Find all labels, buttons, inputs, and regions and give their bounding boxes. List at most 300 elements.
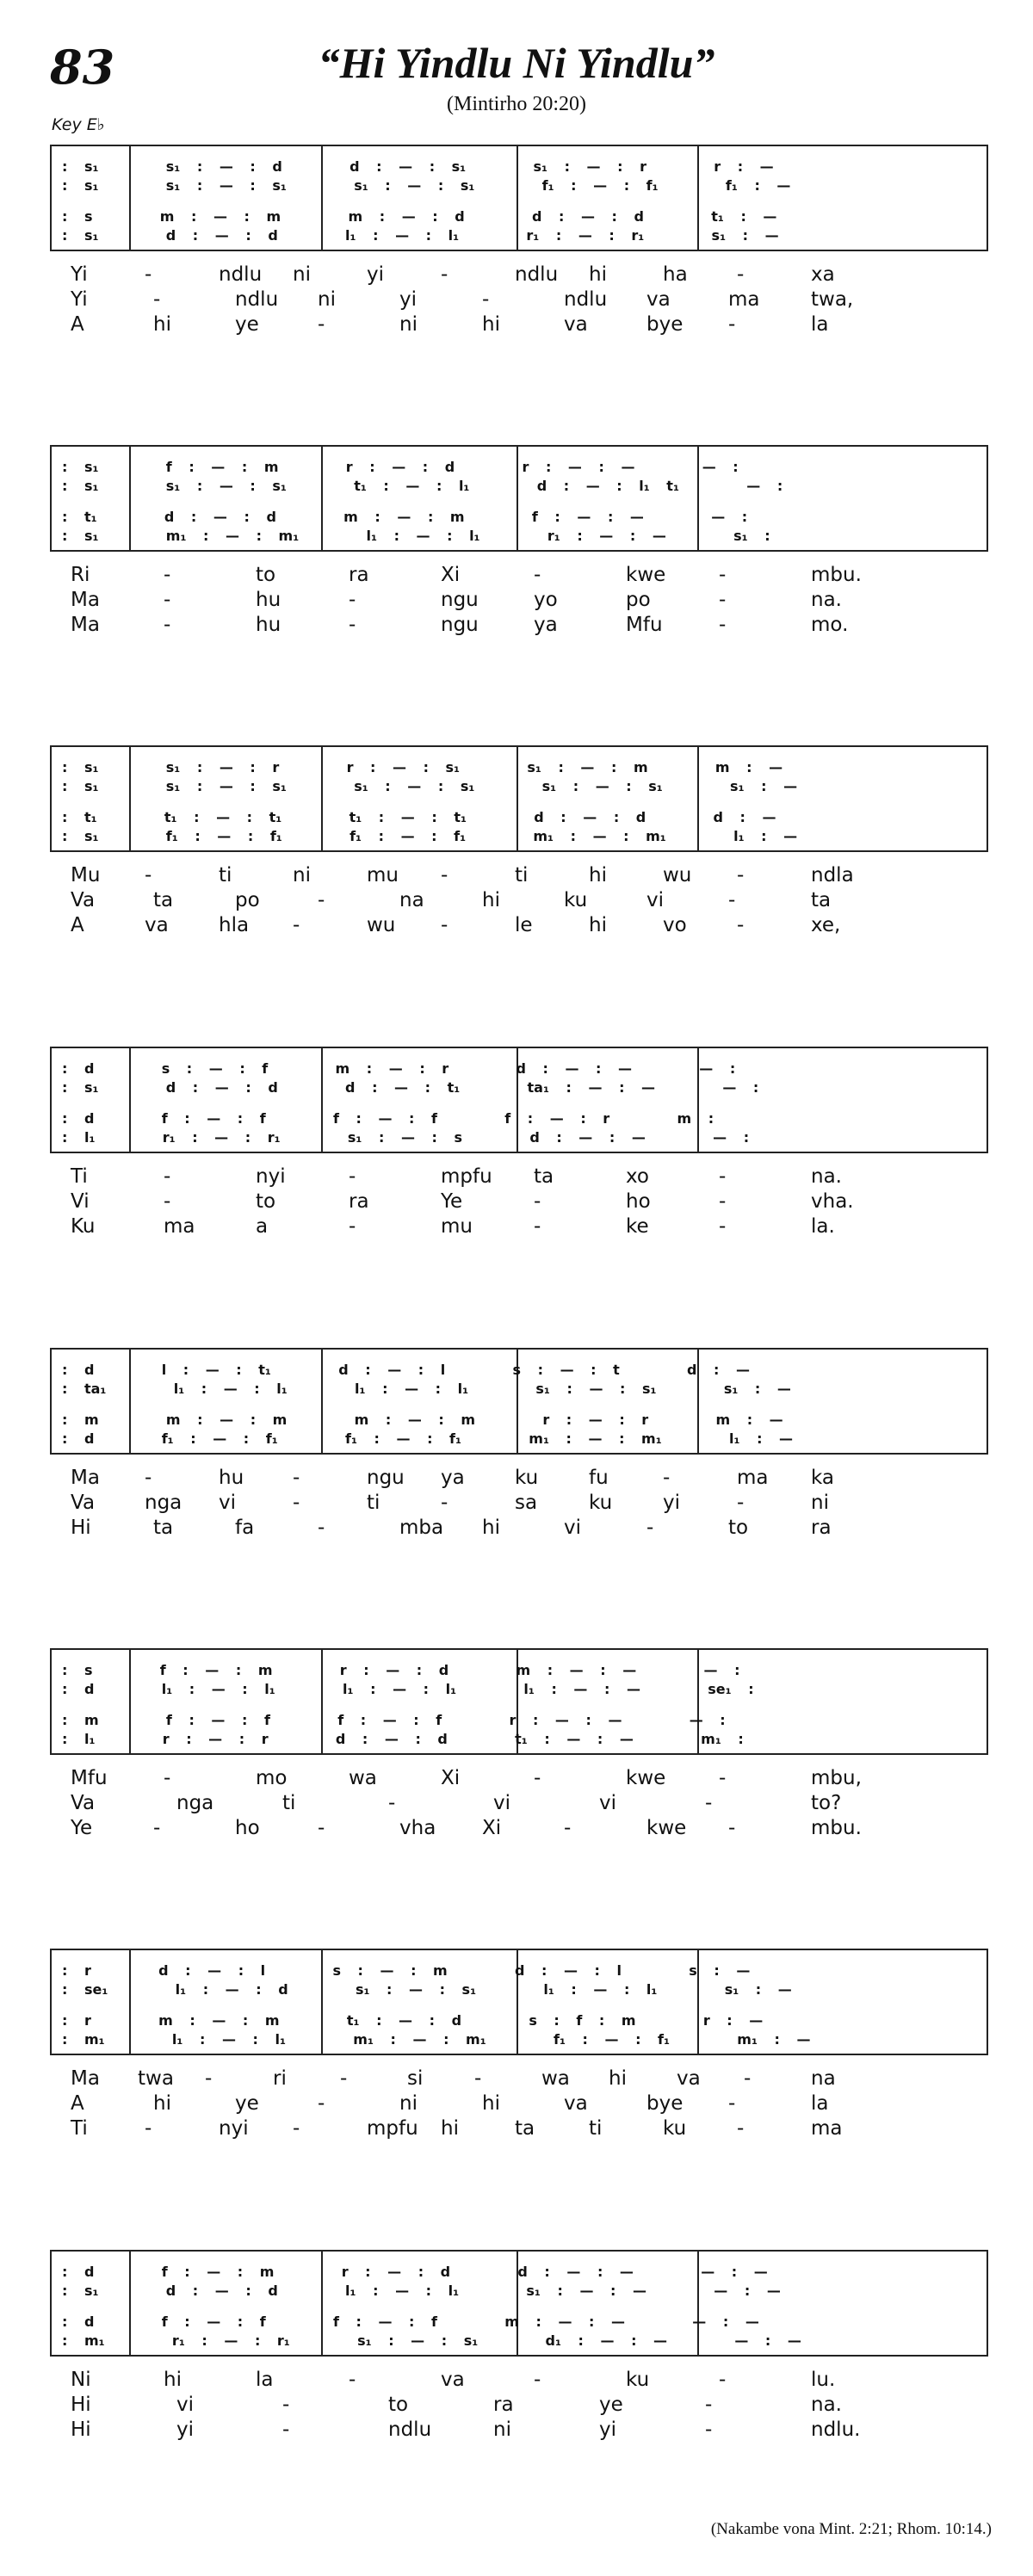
- lyric-syllable: A: [71, 2092, 84, 2115]
- lyric-syllable: vo: [663, 914, 687, 936]
- lyric-verse-line: [50, 1190, 988, 1215]
- lyric-verse-line: [50, 1817, 988, 1842]
- lyric-syllable: yi: [599, 2418, 617, 2441]
- lyric-syllable: mbu,: [811, 1767, 862, 1789]
- lyric-syllable: sa: [515, 1492, 538, 1514]
- lyric-syllable: ma: [811, 2117, 843, 2140]
- lyric-syllable: na: [811, 2067, 836, 2090]
- lyric-syllable: Ni: [71, 2369, 91, 2391]
- lyric-syllable: A: [71, 914, 84, 936]
- lyric-syllable: va: [441, 2369, 465, 2391]
- lyric-syllable: ti: [367, 1492, 380, 1514]
- lyric-syllable: bye: [646, 2092, 684, 2115]
- lyric-syllable: ye: [235, 313, 259, 336]
- lyric-syllable: le: [515, 914, 533, 936]
- lyric-syllable: Ma: [71, 614, 100, 636]
- lyric-syllable: ma: [164, 1215, 195, 1238]
- lyric-syllable: po: [235, 889, 260, 911]
- lyric-syllable: ku: [589, 1492, 613, 1514]
- lyric-syllable: ni: [293, 864, 311, 886]
- lyric-syllable: ndlu.: [811, 2418, 861, 2441]
- solfa-notes: : d f₁ : — : f₁ f₁ : — : f₁ m₁ : — : m₁ l₁ : —: [62, 1430, 794, 1447]
- lyric-syllable: ni: [293, 263, 311, 286]
- solfa-notes: : ta₁ l₁ : — : l₁ l₁ : — : l₁ s₁ : — : s₁ s₁ : —: [62, 1381, 791, 1397]
- solfa-notes: : s f : — : m r : — : d m : — : — — :: [62, 1662, 740, 1678]
- lyrics-block: [50, 2369, 988, 2465]
- lyric-syllable: ma: [737, 1467, 769, 1489]
- lyric-syllable: yi: [367, 263, 385, 286]
- lyric-syllable: ngu: [367, 1467, 405, 1489]
- solfa-notes: : s₁ s₁ : — : s₁ t₁ : — : l₁ d : — : l₁ t₁ — :: [62, 478, 783, 494]
- lyric-verse-line: [50, 1215, 988, 1240]
- lyric-verse-line: [50, 2418, 988, 2443]
- lyric-syllable: po: [626, 589, 651, 611]
- lyric-syllable: ndlu: [388, 2418, 432, 2441]
- lyric-syllable: to: [256, 564, 276, 586]
- lyric-syllable: vha.: [811, 1190, 854, 1213]
- lyric-syllable: ra: [349, 564, 369, 586]
- lyric-verse-line: [50, 1767, 988, 1792]
- lyric-syllable: xo: [626, 1165, 649, 1188]
- solfa-notes: : t₁ t₁ : — : t₁ t₁ : — : t₁ d : — : d d : —: [62, 809, 776, 825]
- lyric-syllable: -: [728, 1817, 736, 1839]
- lyric-syllable: -: [534, 564, 541, 586]
- lyric-syllable: ni: [399, 313, 418, 336]
- scripture-reference: (Mintirho 20:20): [447, 93, 586, 115]
- solfa-notes: : r m : — : m t₁ : — : d s : f : m r : —: [62, 2012, 764, 2029]
- lyric-syllable: vi: [564, 1517, 582, 1539]
- lyric-syllable: -: [205, 2067, 213, 2090]
- staff-box: [50, 2250, 988, 2357]
- lyric-syllable: ta: [153, 1517, 174, 1539]
- lyric-syllable: -: [164, 614, 171, 636]
- lyric-syllable: ri: [273, 2067, 287, 2090]
- lyric-syllable: hu: [256, 614, 281, 636]
- lyric-syllable: -: [719, 1767, 727, 1789]
- lyric-syllable: ta: [515, 2117, 535, 2140]
- score-system: [50, 445, 988, 660]
- lyric-syllable: ni: [318, 288, 336, 311]
- lyric-syllable: ndlu: [219, 263, 263, 286]
- lyric-syllable: ngu: [441, 589, 479, 611]
- staff-box: [50, 1047, 988, 1153]
- lyric-syllable: -: [293, 914, 300, 936]
- lyric-syllable: xa: [811, 263, 835, 286]
- lyric-syllable: -: [293, 2117, 300, 2140]
- lyric-syllable: -: [164, 564, 171, 586]
- lyric-syllable: -: [737, 1492, 745, 1514]
- lyric-syllable: -: [340, 2067, 348, 2090]
- solfa-notes: : s₁ s₁ : — : s₁ s₁ : — : s₁ f₁ : — : f₁ f₁ : —: [62, 177, 791, 194]
- lyric-syllable: ndlu: [564, 288, 608, 311]
- score-system: [50, 1047, 988, 1262]
- lyric-syllable: yo: [534, 589, 558, 611]
- lyric-syllable: Ti: [71, 1165, 88, 1188]
- solfa-notes: : l₁ r : — : r d : — : d t₁ : — : — m₁ :: [62, 1731, 744, 1747]
- lyric-syllable: va: [646, 288, 671, 311]
- lyric-syllable: nyi: [256, 1165, 286, 1188]
- lyric-syllable: vi: [493, 1792, 511, 1814]
- lyric-syllable: -: [705, 1792, 713, 1814]
- lyric-syllable: hi: [482, 889, 500, 911]
- solfa-notes: : m₁ l₁ : — : l₁ m₁ : — : m₁ f₁ : — : f₁ m₁ : —: [62, 2031, 811, 2048]
- lyric-syllable: ndlu: [235, 288, 279, 311]
- lyric-syllable: va: [677, 2067, 701, 2090]
- lyric-syllable: mu: [441, 1215, 473, 1238]
- lyric-verse-line: [50, 2394, 988, 2418]
- lyric-syllable: Hi: [71, 2418, 91, 2441]
- score-system: [50, 145, 988, 360]
- lyric-syllable: Yi: [71, 288, 88, 311]
- lyric-syllable: -: [318, 1817, 325, 1839]
- lyric-syllable: -: [349, 614, 356, 636]
- lyric-syllable: ndlu: [515, 263, 559, 286]
- solfa-notes: : m f : — : f f : — : f r : — : — — :: [62, 1712, 726, 1728]
- lyric-syllable: -: [719, 1190, 727, 1213]
- solfa-notes: : s₁ d : — : d d : — : t₁ ta₁ : — : — — :: [62, 1079, 759, 1096]
- lyric-verse-line: [50, 1792, 988, 1817]
- solfa-notes: : se₁ l₁ : — : d s₁ : — : s₁ l₁ : — : l₁ s₁ : —: [62, 1981, 792, 1998]
- lyric-syllable: Va: [71, 1792, 96, 1814]
- lyric-syllable: -: [153, 1817, 161, 1839]
- lyric-syllable: -: [349, 1215, 356, 1238]
- lyric-syllable: kwe: [626, 1767, 666, 1789]
- lyric-syllable: hi: [482, 313, 500, 336]
- lyric-syllable: a: [256, 1215, 269, 1238]
- lyric-syllable: -: [153, 288, 161, 311]
- lyric-syllable: wa: [349, 1767, 377, 1789]
- lyric-syllable: -: [646, 1517, 654, 1539]
- solfa-notes: : l₁ r₁ : — : r₁ s₁ : — : s d : — : — — :: [62, 1129, 750, 1146]
- lyric-syllable: -: [293, 1492, 300, 1514]
- lyric-syllable: ha: [663, 263, 688, 286]
- lyric-syllable: to?: [811, 1792, 842, 1814]
- solfa-notes: : s m : — : m m : — : d d : — : d t₁ : —: [62, 208, 777, 225]
- lyric-verse-line: [50, 263, 988, 288]
- lyric-syllable: ta: [153, 889, 174, 911]
- lyric-syllable: -: [719, 564, 727, 586]
- lyrics-block: [50, 564, 988, 660]
- lyric-syllable: ti: [282, 1792, 296, 1814]
- lyric-syllable: ni: [811, 1492, 829, 1514]
- lyric-verse-line: [50, 2369, 988, 2394]
- lyrics-block: [50, 2067, 988, 2164]
- lyric-syllable: -: [164, 1165, 171, 1188]
- lyric-syllable: -: [282, 2394, 290, 2416]
- lyric-syllable: hi: [589, 914, 607, 936]
- lyric-syllable: -: [282, 2418, 290, 2441]
- lyric-syllable: Ri: [71, 564, 90, 586]
- staff-box: [50, 145, 988, 251]
- lyric-syllable: Mfu: [626, 614, 663, 636]
- lyric-syllable: twa,: [811, 288, 854, 311]
- lyric-verse-line: [50, 864, 988, 889]
- lyric-syllable: fu: [589, 1467, 609, 1489]
- lyric-syllable: na: [399, 889, 424, 911]
- lyric-syllable: nga: [145, 1492, 182, 1514]
- lyric-syllable: nyi: [219, 2117, 249, 2140]
- solfa-notes: : s₁ f₁ : — : f₁ f₁ : — : f₁ m₁ : — : m₁ l₁ : —: [62, 828, 798, 844]
- staff-box: [50, 1949, 988, 2055]
- lyric-verse-line: [50, 1467, 988, 1492]
- lyric-syllable: -: [719, 614, 727, 636]
- lyric-syllable: hla: [219, 914, 250, 936]
- lyric-syllable: hi: [609, 2067, 627, 2090]
- lyric-syllable: -: [318, 889, 325, 911]
- lyric-syllable: -: [164, 589, 171, 611]
- lyric-syllable: ka: [811, 1467, 835, 1489]
- lyric-syllable: Xi: [441, 1767, 461, 1789]
- lyric-syllable: ni: [493, 2418, 511, 2441]
- lyric-syllable: -: [349, 2369, 356, 2391]
- staff-box: [50, 745, 988, 852]
- score-system: [50, 1348, 988, 1563]
- lyric-syllable: -: [719, 1165, 727, 1188]
- lyric-syllable: -: [441, 263, 448, 286]
- lyric-syllable: nga: [176, 1792, 214, 1814]
- lyrics-block: [50, 1165, 988, 1262]
- lyric-syllable: yi: [176, 2418, 195, 2441]
- lyric-syllable: ya: [534, 614, 558, 636]
- lyric-syllable: -: [705, 2394, 713, 2416]
- lyric-syllable: ye: [599, 2394, 623, 2416]
- lyric-syllable: -: [318, 1517, 325, 1539]
- lyric-syllable: -: [534, 2369, 541, 2391]
- footer-reference: (Nakambe vona Mint. 2:21; Rhom. 10:14.): [710, 2520, 992, 2538]
- lyric-syllable: ku: [626, 2369, 650, 2391]
- lyric-syllable: yi: [663, 1492, 681, 1514]
- lyric-syllable: la.: [811, 1215, 835, 1238]
- lyric-syllable: to: [256, 1190, 276, 1213]
- lyric-verse-line: [50, 1165, 988, 1190]
- lyric-syllable: mu: [367, 864, 399, 886]
- score-system: [50, 2250, 988, 2465]
- lyric-syllable: -: [293, 1467, 300, 1489]
- lyric-syllable: va: [145, 914, 169, 936]
- lyric-syllable: -: [737, 263, 745, 286]
- staff-box: [50, 445, 988, 552]
- lyrics-block: [50, 263, 988, 360]
- lyric-syllable: fa: [235, 1517, 255, 1539]
- lyric-syllable: ye: [235, 2092, 259, 2115]
- lyric-verse-line: [50, 1517, 988, 1541]
- lyric-syllable: Mfu: [71, 1767, 108, 1789]
- lyric-syllable: ku: [564, 889, 588, 911]
- lyric-syllable: na.: [811, 589, 842, 611]
- hymn-number: 83: [50, 40, 115, 95]
- lyric-syllable: -: [728, 2092, 736, 2115]
- lyric-syllable: hu: [256, 589, 281, 611]
- lyric-syllable: to: [728, 1517, 749, 1539]
- lyric-syllable: ti: [589, 2117, 603, 2140]
- lyric-syllable: -: [737, 2117, 745, 2140]
- lyric-syllable: ni: [399, 2092, 418, 2115]
- lyric-verse-line: [50, 889, 988, 914]
- lyric-syllable: -: [318, 313, 325, 336]
- lyric-syllable: -: [737, 864, 745, 886]
- lyric-verse-line: [50, 2092, 988, 2117]
- lyric-syllable: ndla: [811, 864, 854, 886]
- solfa-notes: : s₁ s₁ : — : s₁ s₁ : — : s₁ s₁ : — : s₁ s₁ : —: [62, 778, 798, 794]
- lyric-syllable: vi: [176, 2394, 195, 2416]
- lyric-syllable: -: [164, 1190, 171, 1213]
- lyric-syllable: Xi: [482, 1817, 502, 1839]
- lyric-syllable: twa: [138, 2067, 174, 2090]
- lyric-syllable: la: [811, 2092, 829, 2115]
- lyric-syllable: kwe: [626, 564, 666, 586]
- lyric-syllable: Ku: [71, 1215, 96, 1238]
- lyric-syllable: hi: [153, 313, 171, 336]
- lyric-syllable: mbu.: [811, 1817, 862, 1839]
- lyric-verse-line: [50, 564, 988, 589]
- lyric-syllable: mpfu: [441, 1165, 492, 1188]
- lyric-syllable: ma: [728, 288, 760, 311]
- lyric-syllable: hi: [482, 2092, 500, 2115]
- lyric-syllable: ya: [441, 1467, 465, 1489]
- lyric-verse-line: [50, 288, 988, 313]
- lyric-syllable: -: [705, 2418, 713, 2441]
- lyric-syllable: ti: [219, 864, 232, 886]
- lyric-syllable: wu: [367, 914, 396, 936]
- solfa-notes: : d l₁ : — : l₁ l₁ : — : l₁ l₁ : — : — se₁ :: [62, 1681, 754, 1697]
- lyric-syllable: wu: [663, 864, 692, 886]
- lyric-syllable: mpfu: [367, 2117, 418, 2140]
- solfa-notes: : t₁ d : — : d m : — : m f : — : — — :: [62, 509, 748, 525]
- lyric-syllable: -: [564, 1817, 572, 1839]
- solfa-notes: : s₁ s₁ : — : r r : — : s₁ s₁ : — : m m : —: [62, 759, 783, 775]
- lyric-syllable: -: [719, 589, 727, 611]
- lyric-syllable: -: [474, 2067, 482, 2090]
- lyric-syllable: kwe: [646, 1817, 687, 1839]
- lyric-verse-line: [50, 313, 988, 338]
- lyric-syllable: hi: [589, 864, 607, 886]
- lyric-syllable: xe,: [811, 914, 841, 936]
- lyric-syllable: -: [145, 263, 152, 286]
- score-system: [50, 1648, 988, 1863]
- lyric-syllable: ra: [811, 1517, 832, 1539]
- lyric-syllable: Va: [71, 1492, 96, 1514]
- solfa-notes: : s₁ f : — : m r : — : d r : — : — — :: [62, 459, 739, 475]
- lyric-syllable: hi: [589, 263, 607, 286]
- score-system: [50, 745, 988, 961]
- lyric-syllable: Ma: [71, 2067, 100, 2090]
- lyric-syllable: va: [564, 313, 588, 336]
- lyric-syllable: -: [534, 1215, 541, 1238]
- lyric-syllable: mbu.: [811, 564, 862, 586]
- staff-box: [50, 1348, 988, 1455]
- solfa-notes: : d s : — : f m : — : r d : — : — — :: [62, 1060, 736, 1077]
- lyric-syllable: mo.: [811, 614, 849, 636]
- lyric-syllable: -: [318, 2092, 325, 2115]
- lyric-syllable: la: [811, 313, 829, 336]
- solfa-notes: : s₁ s₁ : — : d d : — : s₁ s₁ : — : r r : —: [62, 158, 774, 175]
- lyric-syllable: ke: [626, 1215, 649, 1238]
- solfa-notes: : s₁ d : — : d l₁ : — : l₁ r₁ : — : r₁ s₁ : —: [62, 227, 779, 244]
- lyric-syllable: Yi: [71, 263, 88, 286]
- lyric-syllable: ta: [811, 889, 832, 911]
- lyric-syllable: la: [256, 2369, 274, 2391]
- lyric-syllable: vha: [399, 1817, 436, 1839]
- lyric-syllable: A: [71, 313, 84, 336]
- lyric-syllable: ta: [534, 1165, 554, 1188]
- solfa-notes: : d f : — : f f : — : f f : — : r m :: [62, 1110, 714, 1127]
- lyric-syllable: ho: [235, 1817, 260, 1839]
- staff-box: [50, 1648, 988, 1755]
- lyric-syllable: hi: [164, 2369, 182, 2391]
- lyric-syllable: Hi: [71, 2394, 91, 2416]
- lyric-syllable: hu: [219, 1467, 244, 1489]
- lyric-syllable: ra: [349, 1190, 369, 1213]
- lyric-verse-line: [50, 2067, 988, 2092]
- lyric-syllable: -: [164, 1767, 171, 1789]
- lyric-syllable: -: [719, 2369, 727, 2391]
- lyric-syllable: bye: [646, 313, 684, 336]
- lyric-syllable: mo: [256, 1767, 288, 1789]
- lyric-syllable: ngu: [441, 614, 479, 636]
- solfa-notes: : m m : — : m m : — : m r : — : r m : —: [62, 1412, 783, 1428]
- lyric-syllable: -: [663, 1467, 671, 1489]
- lyrics-block: [50, 1467, 988, 1563]
- lyric-syllable: hi: [482, 1517, 500, 1539]
- lyric-syllable: -: [728, 313, 736, 336]
- lyric-syllable: -: [145, 864, 152, 886]
- lyric-syllable: -: [737, 914, 745, 936]
- lyric-syllable: Mu: [71, 864, 101, 886]
- solfa-notes: : s₁ m₁ : — : m₁ l₁ : — : l₁ r₁ : — : — s₁ :: [62, 528, 770, 544]
- solfa-notes: : d l : — : t₁ d : — : l s : — : t d : —: [62, 1362, 751, 1378]
- lyric-syllable: -: [349, 1165, 356, 1188]
- lyric-syllable: Ye: [71, 1817, 93, 1839]
- lyric-syllable: -: [728, 889, 736, 911]
- lyrics-block: [50, 864, 988, 961]
- lyric-syllable: ku: [515, 1467, 539, 1489]
- lyric-syllable: vi: [219, 1492, 237, 1514]
- lyric-syllable: ho: [626, 1190, 651, 1213]
- lyric-syllable: -: [534, 1190, 541, 1213]
- lyric-syllable: Va: [71, 889, 96, 911]
- lyric-verse-line: [50, 2117, 988, 2142]
- lyrics-block: [50, 1767, 988, 1863]
- solfa-notes: : d f : — : f f : — : f m : — : — — : —: [62, 2313, 759, 2330]
- lyric-syllable: -: [744, 2067, 752, 2090]
- lyric-syllable: Ye: [441, 1190, 463, 1213]
- lyric-syllable: -: [145, 1467, 152, 1489]
- lyric-syllable: yi: [399, 288, 418, 311]
- lyric-syllable: -: [388, 1792, 396, 1814]
- score-system: [50, 1949, 988, 2164]
- lyric-syllable: vi: [646, 889, 665, 911]
- lyric-syllable: -: [349, 589, 356, 611]
- lyric-syllable: Hi: [71, 1517, 91, 1539]
- solfa-notes: : d f : — : m r : — : d d : — : — — : —: [62, 2264, 768, 2280]
- lyric-syllable: hi: [153, 2092, 171, 2115]
- lyric-syllable: ku: [663, 2117, 687, 2140]
- lyric-syllable: hi: [441, 2117, 459, 2140]
- lyric-syllable: na.: [811, 1165, 842, 1188]
- lyric-syllable: -: [719, 1215, 727, 1238]
- solfa-notes: : s₁ d : — : d l₁ : — : l₁ s₁ : — : — — : —: [62, 2283, 781, 2299]
- lyric-syllable: -: [441, 864, 448, 886]
- lyric-syllable: si: [407, 2067, 424, 2090]
- solfa-notes: : r d : — : l s : — : m d : — : l s : —: [62, 1962, 751, 1979]
- key-signature: Key E♭: [52, 115, 105, 134]
- lyric-syllable: lu.: [811, 2369, 836, 2391]
- lyric-syllable: Ti: [71, 2117, 88, 2140]
- lyric-verse-line: [50, 589, 988, 614]
- lyric-verse-line: [50, 1492, 988, 1517]
- lyric-syllable: Ma: [71, 1467, 100, 1489]
- lyric-verse-line: [50, 614, 988, 639]
